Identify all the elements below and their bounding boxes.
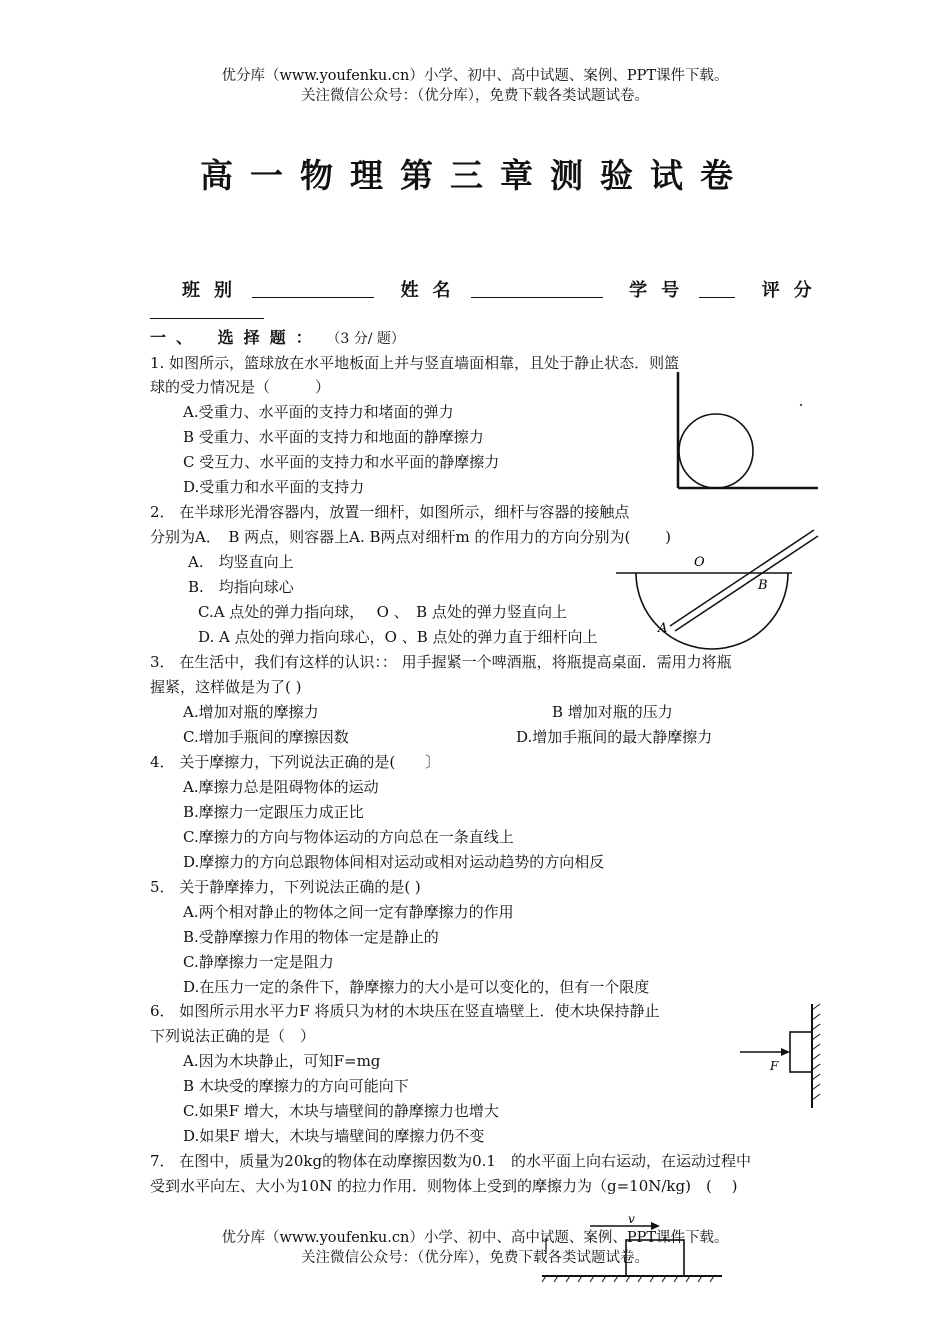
q2-option-d: D. A 点处的弹力指向球心，O 、B 点处的弹力直于细杆向上 [198,628,598,646]
q6-option-d: D.如果F 增大，木块与墙壁间的摩擦力仍不变 [183,1127,485,1145]
score-label: 评分 [761,280,826,301]
footer-line-2: 关注微信公众号：（优分库），免费下载各类试题试卷。 [301,1250,649,1266]
label-v: v [628,1212,635,1226]
q1-stem-1: 1. 如图所示，篮球放在水平地板面上并与竖直墙面相靠，且处于静止状态．则篮 [150,354,680,372]
section-note: （3 分/ 题） [326,331,405,347]
header-line-2: 关注微信公众号：（优分库），免费下载各类试题试卷。 [301,88,649,104]
q1-stem-2: 球的受力情况是（ ） [150,378,331,396]
q4-option-c: C.摩擦力的方向与物体运动的方向总在一条直线上 [183,828,514,846]
label-b: B [758,578,768,593]
q4-option-d: D.摩擦力的方向总跟物体间相对运动或相对运动趋势的方向相反 [183,853,605,871]
speck-mark [800,404,802,406]
q1-option-d: D.受重力和水平面的支持力 [183,478,365,496]
q3-stem-2: 握紧，这样做是为了( ) [150,678,302,696]
q3-option-a: A.增加对瓶的摩擦力 [183,703,319,721]
ball-circle [679,414,753,488]
wall-hatching [812,1004,820,1100]
label-o: O [694,555,705,570]
q6-option-c: C.如果F 增大，木块与墙壁间的静摩擦力也增大 [183,1102,499,1120]
section-heading [150,328,405,349]
class-blank[interactable] [252,279,374,298]
q2-option-a: A. 均竖直向上 [188,553,294,571]
footer-line-1: 优分库（www.youfenku.cn）小学、初中、高中试题、案例、PPT课件下载。 [221,1230,729,1246]
q6-option-b: B 木块受的摩擦力的方向可能向下 [183,1077,409,1095]
q1-option-c: C 受互力、水平面的支持力和水平面的静摩擦力 [183,453,500,471]
name-blank[interactable] [471,279,603,298]
q3-option-c: C.增加手瓶间的摩擦因数 [183,728,349,746]
q3-stem-1: 3． 在生活中，我们有这样的认识：： 用手握紧一个啤酒瓶，将瓶提高桌面．需用力将瓶 [150,653,732,671]
rod-edge-1 [670,530,814,626]
class-label: 班别 [182,280,246,301]
q6-stem-2: 下列说法正确的是（ ） [150,1027,316,1045]
page-title: 高一物理第三章测验试卷 [200,156,750,195]
q5-stem: 5． 关于静摩捧力，下列说法正确的是( ) [150,878,421,896]
wooden-block [790,1032,812,1072]
q1-option-a: A.受重力、水平面的支持力和堵面的弹力 [183,403,454,421]
q5-option-c: C.静摩擦力一定是阻力 [183,953,334,971]
id-blank[interactable] [699,279,735,298]
q1-option-b: B 受重力、水平面的支持力和地面的静摩擦力 [183,428,484,446]
student-info-line [182,276,826,302]
q2-stem-1: 2． 在半球形光滑容器内，放置一细杆，如图所示，细杆与容器的接触点 [150,503,630,521]
label-f: F [770,1059,779,1073]
q5-option-b: B.受静摩擦力作用的物体一定是静止的 [183,928,439,946]
q5-option-a: A.两个相对静止的物体之间一定有静摩擦力的作用 [183,903,514,921]
q2-option-b: B. 均指向球心 [188,578,294,596]
q7-stem-2: 受到水平向左、大小为10N 的拉力作用．则物体上受到的摩擦力为（g=10N/kg) ( ) [150,1177,738,1195]
q3-option-d: D.增加手瓶间的最大静摩擦力 [516,728,713,746]
q5-option-d: D.在压力一定的条件下，静摩擦力的大小是可以变化的，但有一个限度 [183,978,650,996]
q3-option-b: B 增加对瓶的压力 [552,703,673,721]
rod-edge-2 [675,536,818,631]
q6-option-a: A.因为木块静止，可知F=mg [183,1052,381,1070]
q1-ball-wall-figure [670,372,820,494]
q2-hemisphere-rod-figure [612,528,812,638]
q4-option-b: B.摩擦力一定跟压力成正比 [183,803,364,821]
force-arrow-head [781,1048,790,1056]
q2-option-c: C.A 点处的弹力指向球， O 、 B 点处的弹力竖直向上 [198,603,567,621]
q4-stem: 4． 关于摩擦力，下列说法正确的是( 〕 [150,753,441,771]
q6-block-wall-figure [734,1004,824,1108]
q4-option-a: A.摩擦力总是阻碍物体的运动 [183,778,379,796]
q2-stem-2: 分别为A． B 两点，则容器上A. B两点对细杆m 的作用力的方向分别为( ) [150,528,671,546]
name-label: 姓名 [400,280,465,301]
header-line-1: 优分库（www.youfenku.cn）小学、初中、高中试题、案例、PPT课件下载。 [221,68,729,84]
q7-stem-1: 7． 在图中，质量为20kg的物体在动摩擦因数为0.1 的水平面上向右运动，在运动过程中 [150,1152,751,1170]
label-a: A [658,621,668,636]
id-label: 学号 [629,280,694,301]
section-title: 一、 选择题： [150,328,322,347]
q6-stem-1: 6． 如图所示用水平力F 将质只为材的木块压在竖直墙壁上．使木块保持静止 [150,1002,660,1020]
score-blank[interactable] [150,318,264,319]
